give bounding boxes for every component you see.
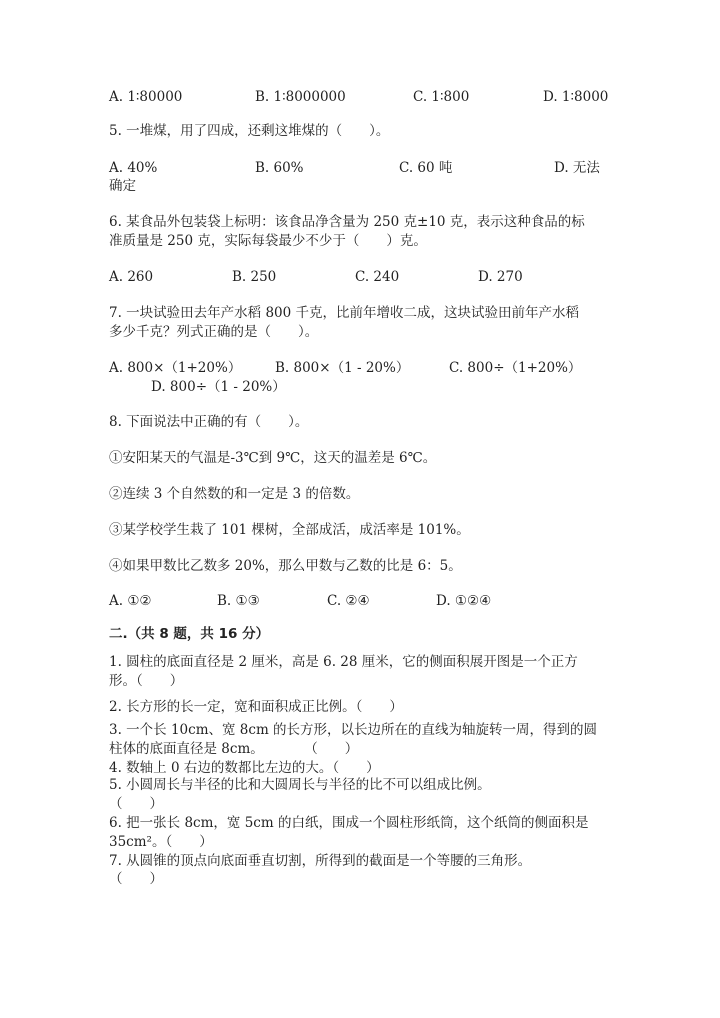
true-false-line: （ ）: [109, 871, 163, 887]
question-stem-line: 6. 某食品外包装袋上标明：该食品净含量为 250 克±10 克，表示这种食品的标: [109, 214, 585, 230]
option-c: C. ②④: [327, 593, 370, 609]
statement: ①安阳某天的气温是-3℃到 9℃，这天的温差是 6℃。: [109, 450, 437, 466]
option-d: D. 1∶8000: [543, 89, 609, 105]
option-a: A. 800×（1+20%）: [109, 360, 242, 376]
question-stem-line: 7. 一块试验田去年产水稻 800 千克，比前年增收二成，这块试验田前年产水稻: [109, 305, 580, 321]
question-stem-line: 准质量是 250 克，实际每袋最少不少于（ ）克。: [109, 233, 427, 249]
option-b: B. 60%: [255, 160, 304, 176]
option-c: C. 1∶800: [413, 89, 470, 105]
option-a: A. ①②: [109, 593, 152, 609]
option-d-wrap: 确定: [109, 178, 136, 194]
question-stem-line: 多少千克？列式正确的是（ ）。: [109, 324, 319, 340]
option-d: D. 无法: [554, 160, 600, 176]
option-c: C. 800÷（1+20%）: [449, 360, 582, 376]
true-false-line: 3. 一个长 10cm、宽 8cm 的长方形，以长边所在的直线为轴旋转一周，得到的圆: [109, 722, 598, 738]
true-false-line: 柱体的底面直径是 8cm。 （ ）: [109, 741, 359, 757]
option-b: B. 800×（1 - 20%）: [275, 360, 410, 376]
true-false-line: 7. 从圆锥的顶点向底面垂直切割，所得到的截面是一个等腰的三角形。: [109, 853, 532, 869]
question-stem: 8. 下面说法中正确的有（ ）。: [109, 414, 309, 430]
statement: ③某学校学生栽了 101 棵树，全部成活，成活率是 101%。: [109, 522, 470, 538]
option-c: C. 60 吨: [399, 160, 453, 176]
true-false-line: 1. 圆柱的底面直径是 2 厘米，高是 6. 28 厘米，它的侧面积展开图是一个正方: [109, 654, 578, 670]
question-stem: 5. 一堆煤，用了四成，还剩这堆煤的（ ）。: [109, 123, 390, 139]
option-b: B. 250: [232, 269, 277, 285]
section-heading: 二.（共 8 题，共 16 分）: [109, 626, 270, 642]
true-false-line: 4. 数轴上 0 右边的数都比左边的大。（ ）: [109, 760, 380, 776]
true-false-line: （ ）: [109, 796, 163, 812]
option-a: A. 1∶80000: [109, 89, 183, 105]
true-false-line: 35cm²。（ ）: [109, 834, 213, 850]
option-b: B. 1∶8000000: [255, 89, 346, 105]
true-false-line: 6. 把一张长 8cm，宽 5cm 的白纸，围成一个圆柱形纸筒，这个纸筒的侧面积是: [109, 815, 589, 831]
true-false-line: 2. 长方形的长一定，宽和面积成正比例。（ ）: [109, 699, 403, 715]
option-a: A. 40%: [109, 160, 158, 176]
option-d: D. 270: [478, 269, 523, 285]
statement: ④如果甲数比乙数多 20%，那么甲数与乙数的比是 6：5。: [109, 558, 462, 574]
option-a: A. 260: [109, 269, 154, 285]
option-b: B. ①③: [217, 593, 260, 609]
option-c: C. 240: [355, 269, 400, 285]
true-false-line: 5. 小圆周长与半径的比和大圆周长与半径的比不可以组成比例。: [109, 777, 491, 793]
option-d: D. ①②④: [436, 593, 492, 609]
true-false-line: 形。（ ）: [109, 673, 184, 689]
statement: ②连续 3 个自然数的和一定是 3 的倍数。: [109, 486, 360, 502]
option-d: D. 800÷（1 - 20%）: [151, 379, 286, 395]
